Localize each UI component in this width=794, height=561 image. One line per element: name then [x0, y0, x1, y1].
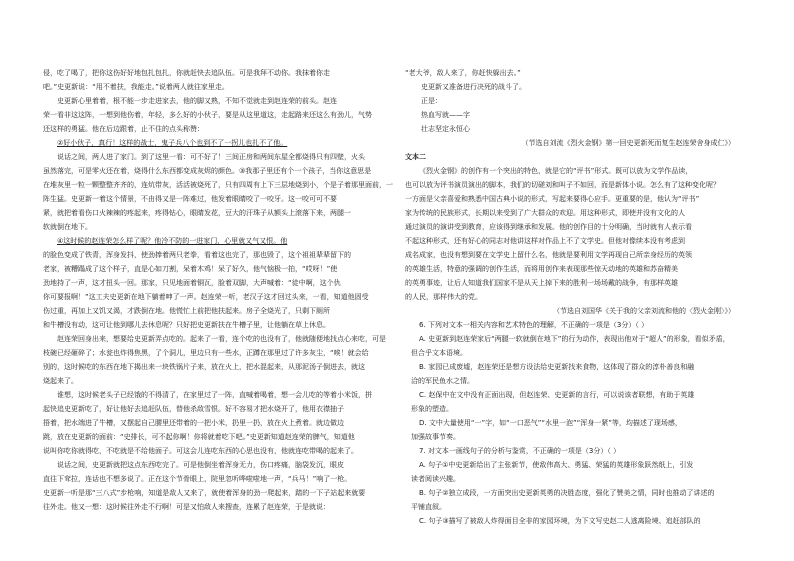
- text-line: 别的，这时候吃的东西在地下揭出来一块铁锅片子来，放在火上，把水混起来，从那泥汤子倒进去，就这: [43, 363, 365, 371]
- text-line: 枝碗已经砸碎了；水瓮也炸得焦黑，了个洞儿，里边只有一些水，正蹲在那里过了许多灰尘，“唉！就会给: [43, 349, 369, 357]
- poem-line: 热血写就——字: [421, 111, 470, 119]
- text-line: 往外走。他又一想：这时候往外走不行啊！可是又怕敌人来搜查，连累了赵连荣，于是就说：: [43, 503, 330, 511]
- text-line: 你可要报啊！”这工夫史更新在地下躺着呻了一声。赵连荣一听，老汉子这才回过头来，一看，知道他固受: [43, 293, 369, 301]
- q6-option: 形象的塑造。: [411, 405, 453, 413]
- text-line: 谁想，这时候老头子已经饿的不得清了，在家里过了一阵，直喊着喝着，想一会儿吃的等着小米饭，拼: [57, 391, 372, 399]
- q6-option: 洽的军民鱼水之情。: [411, 377, 474, 385]
- text-line: 说叫你吃你就得吃，不吃就是不给他面子。可这会儿连吃东西的心思也没有，他就连吃带喝的起来了。: [43, 447, 358, 455]
- text2-line: 的英雄生活，特意的强调的创作生活，而将用创作来表现那些惊天动地的英雄和苏奋精美: [405, 265, 678, 273]
- text-line: 还这样的勇猛。他在后边跟着，止不住的点头称赞：: [43, 125, 204, 133]
- text2-line: 的英勇事迹，让后人知道我们国家不是从天上掉下来的胜利一场场戴的战争，有那样英雄: [405, 279, 678, 287]
- text-line: 软就倒在地下。: [43, 223, 92, 231]
- text2-line: 的人民，那样伟大的党。: [405, 293, 482, 301]
- text-line: 在堆灰里一粒一颗整整齐齐的，连炕带灰，活活被烧死了，只有四周有上下三层地烧到小，个是子着那里面前，一: [43, 181, 393, 189]
- poem-line: 史更新又准备进行决死的战斗了。: [421, 83, 526, 91]
- q6-option: 加强故事节奏。: [411, 433, 460, 441]
- q7-option: C. 句子③描写了被敌人炸得面目全非的家园环境，为下文写史赵二人逃离险境、追赶部队的: [419, 517, 701, 525]
- q6-option: 但合乎文本语境。: [411, 349, 467, 357]
- underlined-sentence-2: ②好小伙子，真行！这样的战士，鬼子兵八个也到不了一拐儿也扎不了他。: [57, 139, 288, 147]
- text2-line: 通过演员的演讲受到教育，应该得到继承和发展。他的创作目的十分明确，当时就有人表示看: [405, 223, 692, 231]
- text-line: 荣一看非这这阵，一想到他伤着，年轻，多么好的小伙子，要是从这里道这，走起路来还这么有劲儿，气势: [43, 111, 372, 119]
- question-6-stem: 6. 下列对文本一相关内容和艺术特色的理解，不正确的一项是（3分）（ ）: [419, 321, 649, 329]
- q6-option: B. 家园已成废墟，赵连荣还是想方设法给史更新找来食物，这体现了群众的淳朴善良和融: [419, 363, 695, 371]
- poem-line: 壮志坚定永恒心: [421, 125, 470, 133]
- text2-line: 《烈火金钢》的创作有一个突出的特色，就是它的“评书”形式。既可以放为文学作品读，: [419, 167, 693, 175]
- text-line: 捂着，把水端进了牛槽，又摆起自己腰里还带着的一把小米，扔里一扔，放在火上煮着。就边做边: [43, 419, 344, 427]
- q6-option: D. 文中大量使用“一”字，如“一口恶气”“水里一泡”“浑身一紧”等，均描述了现场感，: [419, 419, 682, 427]
- q7-option: 平铺直叙。: [411, 503, 446, 511]
- right-column: [405, 66, 755, 528]
- text-line: 跳，放在史更新的面前：“史排长，可不起你啊！你将就着吃下吧。”史更新知道赵连荣的脾气，知道他: [43, 433, 355, 441]
- text-line: 老家，被糟蹋成了这个样子，直是心如刀割，呆着木鸡！呆了好久，他气恼极一拍，“哎呀！”使: [43, 265, 338, 273]
- text-line: 史更新心里着着，根不能一步走进家去，他的脚又熟，不知不觉就走到赵连荣的前头。赵连: [57, 97, 337, 105]
- text2-line: 也可以放为评书演员演出的脚本，我们的切磋刘和叫子不如回，而是新体小说。怎么有了这种变化呢？: [405, 181, 720, 189]
- text2-line: 不起这种形式，还有好心的同志对他讲这样对作品上不了文学史。但他对像续本没有考虑到: [405, 237, 685, 245]
- text2-line: 家为传统的民族形式，长期以来受到了广大群众的欢迎。用这种形式，即使并没有文化的人: [405, 209, 685, 217]
- source-citation-2: （节选自刘国华《关于我的父亲刘流和他的〈烈火金刚〉》）: [553, 307, 735, 315]
- text-line: 紧，就把着看伤口火辣辣的疼起来，疼得钻心，眼睛发花，豆大的汗珠子从额头上滚落下来，两腿一: [43, 209, 351, 217]
- text-line: 赵连荣回身出来，想要给史更新弄点吃的。起来了一看，连个吃的也没有了，他就随便地找点心来吃，可是: [57, 335, 386, 343]
- q6-option: A. 史更新到赵连荣家后“两腿一软就倒在地下”的行为动作，表现出他对于“超人”的形象，看似矛盾，: [419, 335, 730, 343]
- q7-option: A. 句子①中史更新给出了主张新节，使敌伟高大、勇猛、荣猛的英雄形象跃然纸上，引发: [419, 461, 694, 469]
- text-line: 伤过重，再加上又饥又渴，才跌倒在地。他慌忙上前把他扶起来。房子全烧光了，只剩下厕所: [43, 307, 330, 315]
- text-line: 吧。”史更新说：“用不着扶，我能走。”说着两人就往家里走。: [43, 83, 229, 91]
- q7-option: B. 句子②独立成段，一方面突出史更新英勇的决胜态度，强化了赞美之情，同时也推动了讲述的: [419, 489, 715, 497]
- text2-title: 文本二: [405, 153, 426, 161]
- q7-option: 读者阅读兴趣。: [411, 475, 460, 483]
- text-line: 起快追史更新吃了，好让他好去追赶队伍，替他杀敌雪恨。好不容易才把水烧开了，他用衣襟抽子: [43, 405, 344, 413]
- text-line: 的脸色变成了铁青，浑身发抖，使劲捧着两只老拳，看着这也完了，那也毁了，这个祖祖辈辈留下的: [43, 251, 351, 259]
- underlined-sentence-4: ④这时候的赵连荣怎么样了呢？他冷不防的一进家门，心里就又气又恨。他: [57, 237, 288, 245]
- text-line: 虽然落完，可是零火还在着，烧得什么东西都变成灰烬的颜色。③我那子里还有个一个孩子，当你这意思是: [43, 167, 372, 175]
- text-line: 劲地持了一声，这才扭头一回。那家，只见地面着铜瓦，脸着双脚，大声喊着：“徒中啊，这个仇: [43, 279, 341, 287]
- text-line: 和牛槽没有动，这可让他到哪儿去休息呢？只好把史更新扶在牛槽子里，让他躺在草上休息。: [43, 321, 330, 329]
- text2-line: 成名成家，也没有想到要在文学史上留什么名，他就是要利用文学再现自己所亲身经历的英领: [405, 251, 692, 259]
- left-column: [43, 66, 393, 514]
- text-line: 烧起来了。: [43, 377, 78, 385]
- question-7-stem: 7. 对文本一画线句子的分析与鉴赏，不正确的一项是（3分）（ ）: [419, 447, 621, 455]
- text-line: 说话之间，史更新就把这点东西吃完了。可是他倒坐着浑身无力，伤口疼痛，脑袋发沉，眼皮: [57, 461, 344, 469]
- text-line: 直往下耷拉，连话也不想多说了。正在这个节骨眼上，院里忽听哗啦啦地一声，“兵马！”响了一枪。: [43, 475, 352, 483]
- text2-line: 一方面是父亲喜爱和熟悉中国古典小说的形式，写起来要得心应手。更重要的是，他认为“评书”: [405, 195, 700, 203]
- text-line: 说话之间，两人进了家门。到了这里一看：可不好了！三间正房和两间东屋全都烧得只有四壁，火头: [57, 153, 365, 161]
- text-line: 史更新一听是那“三八式”步枪响，知道是敌人又来了，就使着浑身的劲一爬起来，踏的一下子站起来就要: [43, 489, 366, 497]
- poem-line: 正是：: [421, 97, 442, 105]
- poem-head: “老大爷，敌人来了，你赶快躲出去。”: [405, 69, 521, 77]
- q6-option: C. 赵保中在文中没有正面出现，但赵连荣、史更新的言行，可以说该者联想，有助于英雄: [419, 391, 695, 399]
- text-line: 阵生猛。史更新一着这个情景，不由得又是一阵难过，他发着眼睛咬了一咬牙。这一咬可可不要: [43, 195, 337, 203]
- text-line: 侵，吃了喝了，把你这伤好好地包扎包扎，你就赶快去追队伍。可是我拜不动你。我抹着你走: [43, 69, 330, 77]
- source-citation-1: （节选自刘流《烈火金钢》第一回史更新死而复生赵连荣舍身成仁》）: [521, 139, 735, 147]
